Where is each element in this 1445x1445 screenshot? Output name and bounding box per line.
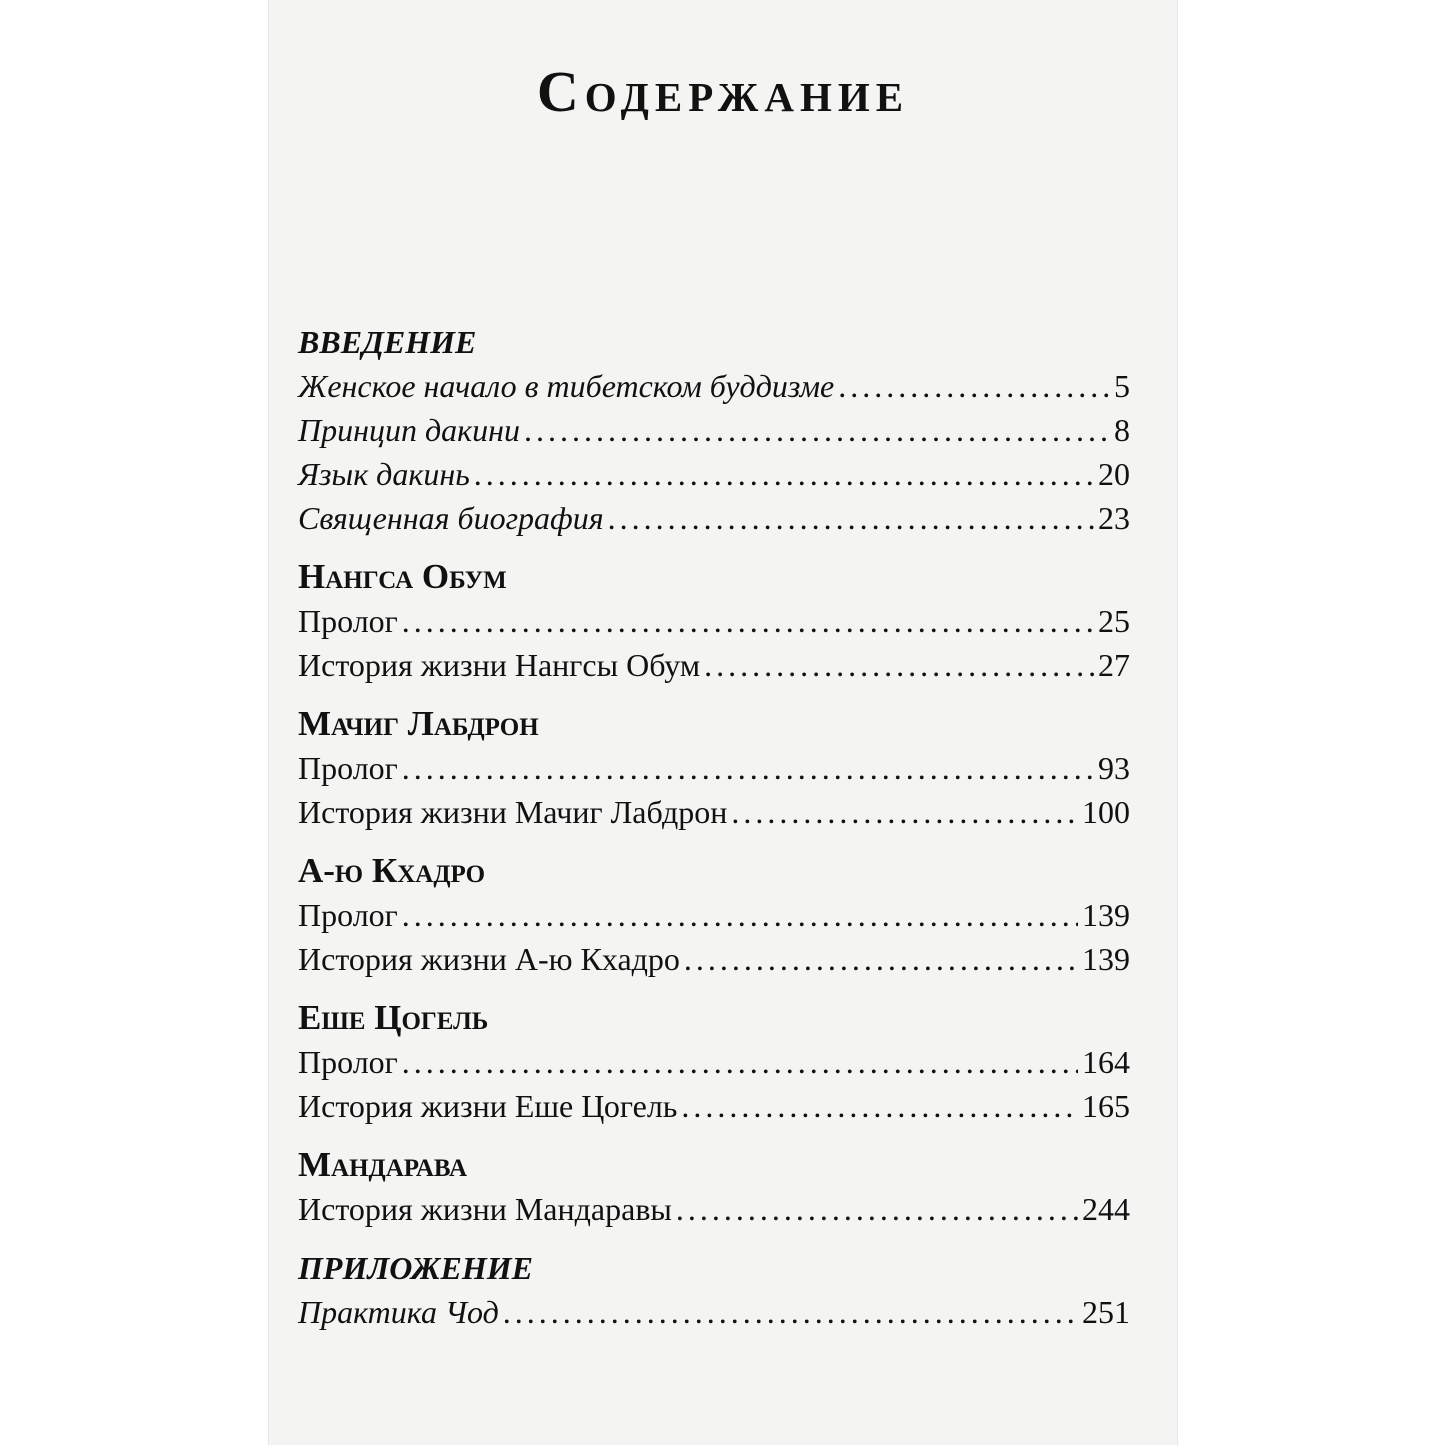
dot-leader [402,1040,1078,1084]
toc-entry-page: 165 [1082,1088,1130,1124]
table-of-contents [298,320,1130,1334]
dot-leader [681,1084,1078,1128]
dot-leader [838,364,1110,408]
toc-entry-title: Женское начало в тибетском буддизме [298,368,835,404]
toc-entry-page: 139 [1082,897,1130,933]
dot-leader [474,452,1094,496]
dot-leader [704,643,1094,687]
toc-entry-page: 93 [1098,750,1130,786]
toc-entry [298,643,1130,687]
toc-entry [298,893,1130,937]
toc-entry [298,599,1130,643]
dot-leader [676,1187,1078,1231]
toc-entry [298,496,1130,540]
toc-entry-title: Пролог [298,1044,398,1080]
toc-entry-title: История жизни Нангсы Обум [298,647,701,683]
toc-entry-page: 23 [1098,500,1130,536]
toc-entry [298,746,1130,790]
toc-entry-title: Пролог [298,897,398,933]
toc-entry-title: История жизни Мандаравы [298,1191,672,1227]
toc-entry-title: История жизни Мачиг Лабдрон [298,794,728,830]
section-heading: Мандарава [298,1145,468,1184]
dot-leader [731,790,1078,834]
section-heading: А-ю Кхадро [298,851,486,890]
section-heading: Нангса Обум [298,557,507,596]
section-heading: Мачиг Лабдрон [298,704,539,743]
toc-entry-title: Пролог [298,603,398,639]
toc-entry-title: Принцип дакини [298,412,521,448]
dot-leader [402,599,1094,643]
toc-entry-page: 25 [1098,603,1130,639]
toc-entry [298,790,1130,834]
toc-entry [298,1084,1130,1128]
toc-entry-page: 20 [1098,456,1130,492]
toc-entry-title: Священная биография [298,500,604,536]
section-heading: ВВЕДЕНИЕ [298,324,477,360]
toc-entry-page: 139 [1082,941,1130,977]
toc-entry [298,364,1130,408]
toc-entry [298,1290,1130,1334]
section-heading: ПРИЛОЖЕНИЕ [298,1250,534,1286]
toc-entry-page: 251 [1082,1294,1130,1330]
toc-entry [298,937,1130,981]
toc-entry-page: 100 [1082,794,1130,830]
dot-leader [608,496,1094,540]
book-page [268,0,1178,1445]
toc-entry-title: Язык дакинь [298,456,470,492]
toc-entry-page: 164 [1082,1044,1130,1080]
dot-leader [503,1290,1078,1334]
dot-leader [684,937,1078,981]
section-heading: Еше Цогель [298,998,489,1037]
toc-entry-page: 27 [1098,647,1130,683]
toc-entry-title: История жизни А-ю Кхадро [298,941,680,977]
dot-leader [402,893,1078,937]
page-title: Содержание [536,59,910,124]
dot-leader [524,408,1110,452]
toc-entry-title: Практика Чод [298,1294,499,1330]
toc-entry-title: Пролог [298,750,398,786]
toc-entry [298,408,1130,452]
toc-entry-page: 8 [1114,412,1130,448]
toc-entry [298,452,1130,496]
toc-entry-page: 244 [1082,1191,1130,1227]
toc-entry [298,1187,1130,1231]
dot-leader [402,746,1094,790]
toc-entry [298,1040,1130,1084]
toc-entry-page: 5 [1114,368,1130,404]
toc-entry-title: История жизни Еше Цогель [298,1088,678,1124]
